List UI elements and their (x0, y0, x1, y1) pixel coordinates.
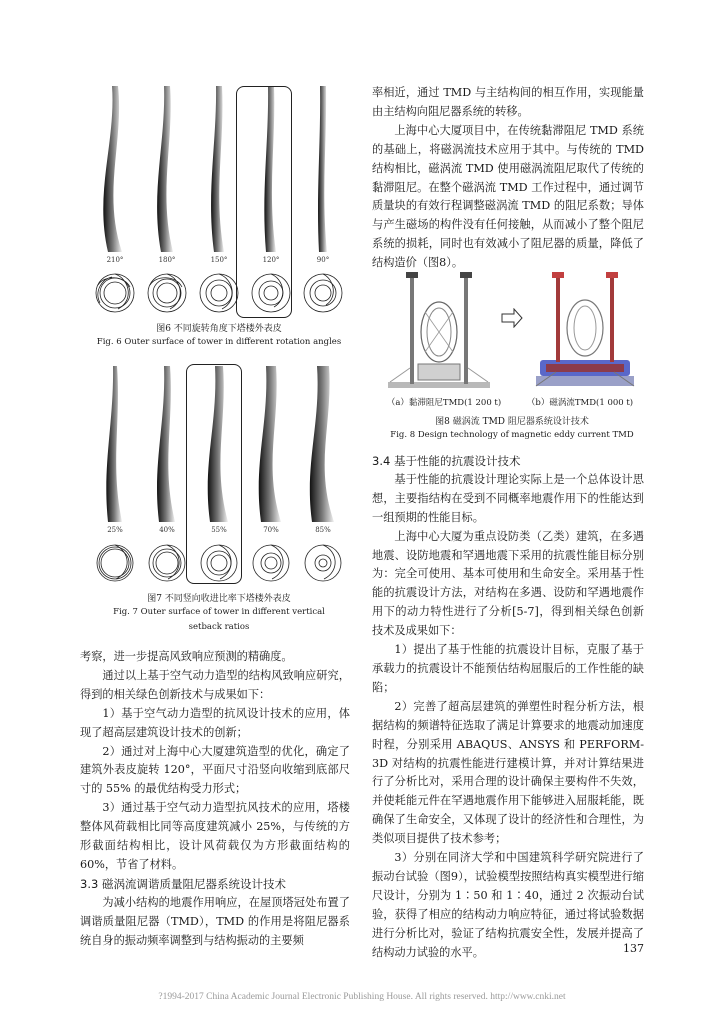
figure-8 (380, 272, 644, 442)
left-column (80, 648, 350, 951)
section-heading-3-3: 3.3 磁涡流调谐质量阻尼器系统设计技术 (80, 876, 286, 891)
list-item: 3）分别在同济大学和中国建筑科学研究院进行了振动台试验（图9），试验模型按照结构真实模型进行缩尺设计，分别为 1∶50 和 1∶40，通过 2 次振动台试验，获得了相应的结构动力响应特征，通过将试验数据进行分析比对，验证了结构抗震安全性，发展并提高了结构动力试验的水平。 (372, 851, 644, 959)
paragraph: 通过以上基于空气动力造型的结构风致响应研究，得到的相关绿色创新技术与成果如下： (80, 668, 350, 701)
tower-render (298, 364, 348, 535)
angle-label: 120° (262, 256, 280, 264)
list-item: 1）基于空气动力造型的抗风设计技术的应用，体现了超高层建筑设计技术的创新； (80, 706, 350, 739)
paragraph: 上海中心大厦项目中，在传统黏滞阻尼 TMD 系统的基础上，将磁涡流技术应用于其中。与传统的 TMD 结构相比，磁涡流 TMD 使用磁涡流阻尼取代了传统的黏滞阻尼。在整个磁涡流 TMD 工作过程中，通过调节质量块的有效行程调整磁涡流 TMD 的阻尼系数；导体与产生磁场的构件没有任何接触，从而减小了整个阻尼系统的损耗，同时也有效减小了阻尼器的质量，降低了结构造价（图8）。 (372, 123, 644, 270)
paragraph: 为减小结构的地震作用响应，在屋顶塔冠处布置了调谐质量阻尼器（TMD），TMD 的作用是将阻尼器系统自身的振动频率调整到与结构振动的主要频 (80, 895, 350, 947)
section-heading-3-4: 3.4 基于性能的抗震设计技术 (372, 454, 521, 468)
ratio-label: 55% (211, 526, 227, 534)
fig7-selection-box (186, 364, 242, 584)
list-item: 3）通过基于空气动力造型抗风技术的应用，塔楼整体风荷载相比同等高度建筑减小 25%，与传统的方形截面结构相比，设计风荷载仅为方形截面结构的 60%，节省了材料。 (80, 801, 350, 871)
figure-7-caption-en-line2: setback ratios (188, 622, 250, 632)
floor-plan-spiral (90, 271, 140, 315)
figure-6 (90, 82, 348, 349)
right-column-bottom (372, 452, 644, 962)
angle-label: 180° (158, 256, 176, 264)
figure-8-sublabel-a: （a）黏滞阻尼TMD(1 200 t) (386, 398, 502, 408)
list-item: 1）提出了基于性能的抗震设计目标，克服了基于承载力的抗震设计不能预估结构屈服后的工作性能的缺陷； (372, 643, 644, 694)
tower-render (90, 364, 140, 535)
floor-plan-spiral (142, 541, 192, 585)
paragraph: 率相近，通过 TMD 与主结构间的相互作用，实现能量由主结构向阻尼器系统的转移。 (372, 86, 644, 118)
paragraph: 基于性能的抗震设计理论实际上是一个总体设计思想，主要指结构在受到不同概率地震作用下的性能达到一组预期的性能目标。 (372, 472, 644, 524)
tower-render (298, 82, 348, 265)
figure-8-caption-cn: 图8 磁涡流 TMD 阻尼器系统设计技术 (435, 417, 589, 427)
fig6-selection-box (236, 86, 292, 318)
ratio-label: 40% (159, 526, 175, 534)
floor-plan-spiral (246, 541, 296, 585)
floor-plan-spiral (298, 271, 348, 315)
floor-plan-spiral (142, 271, 192, 315)
floor-plan-spiral (90, 541, 140, 585)
list-item: 2）通过对上海中心大厦建筑造型的优化，确定了建筑外表皮旋转 120°，平面尺寸沿竖向收缩到底部尺寸的 55% 的最优结构受力形式； (80, 744, 350, 796)
tower-render (90, 82, 140, 265)
right-column-top (372, 84, 644, 273)
figure-7-caption-en-line1: Fig. 7 Outer surface of tower in different vertical (113, 607, 325, 617)
paragraph: 上海中心大厦为重点设防类（乙类）建筑，在多遇地震、设防地震和罕遇地震下采用的抗震性能目标分别为：完全可使用、基本可使用和生命安全。采用基于性能的抗震设计方法，对结构在多遇、设防和罕遇地震作用下的动力特性进行了分析[5-7]，得到相关绿色创新技术及成果如下： (372, 529, 644, 638)
figure-6-caption-en: Fig. 6 Outer surface of tower in different rotation angles (96, 337, 342, 347)
angle-label: 150° (210, 256, 228, 264)
paragraph: 考察，进一步提高风致响应预测的精确度。 (80, 650, 293, 663)
angle-label: 90° (316, 256, 330, 264)
figure-6-caption-cn: 图6 不同旋转角度下塔楼外表皮 (156, 324, 282, 334)
tower-render (246, 364, 296, 535)
fig6-plan-row (90, 271, 348, 315)
tower-render (142, 364, 192, 535)
footer-copyright: ?1994-2017 China Academic Journal Electronic Publishing House. All rights reserved. http://www.cnki.net (158, 992, 566, 1002)
viscous-tmd-render (380, 272, 498, 392)
arrow-icon (501, 308, 523, 328)
list-item: 2）完善了超高层建筑的弹塑性时程分析方法，根据结构的频谱特征选取了满足计算要求的地震动加速度时程，分别采用 ABAQUS、ANSYS 和 PERFORM-3D 对结构的抗震性能进行建模计算，并对计算结果进行了分析比对，采用合理的设计确保主要构件不失效，并使耗能元件在罕遇地震作用下能够进入屈服耗能，既确保了生命安全，又体现了设计的经济性和合理性，为类似项目提供了技术参考； (372, 699, 644, 846)
figure-8-sublabel-b: （b）磁涡流TMD(1 000 t) (526, 398, 634, 408)
ratio-label: 70% (263, 526, 279, 534)
tower-render (142, 82, 192, 265)
page-number: 137 (623, 942, 644, 955)
figure-7-caption-cn: 图7 不同竖向收进比率下塔楼外表皮 (147, 594, 291, 604)
figure-8-caption-en: Fig. 8 Design technology of magnetic eddy current TMD (390, 430, 634, 440)
fig6-tower-row (90, 82, 348, 265)
floor-plan-spiral (298, 541, 348, 585)
eddy-current-tmd-render (526, 272, 644, 392)
angle-label: 210° (106, 256, 124, 264)
ratio-label: 25% (107, 526, 123, 534)
ratio-label: 85% (315, 526, 331, 534)
